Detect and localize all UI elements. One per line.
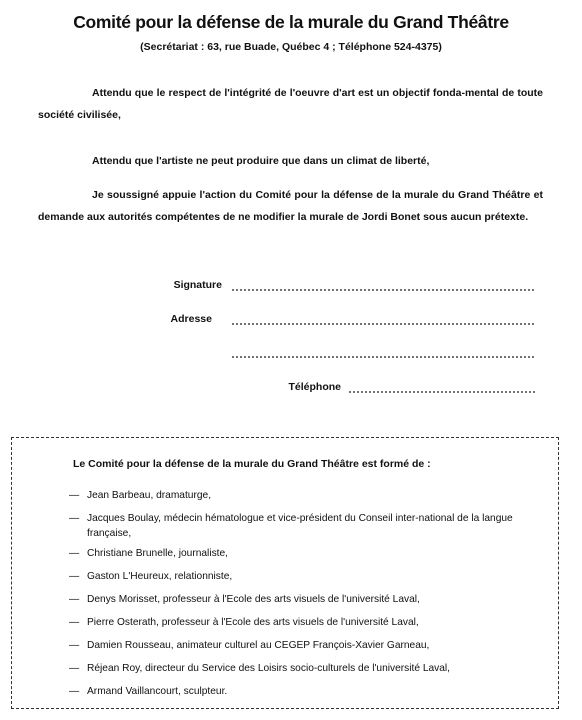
member-text: Pierre Osterath, professeur à l'Ecole des arts visuels de l'université Laval, [87,617,419,628]
list-item [69,488,529,503]
member-text: Jean Barbeau, dramaturge, [87,490,212,501]
paragraph-support: Je soussigné appuie l'action du Comité pour la défense de la murale du Grand Théâtre et demande aux autorités compétentes de ne modifier la murale de Jordi Bonet sous aucun prétexte. [38,189,543,223]
paragraph-respect: Attendu que le respect de l'intégrité de l'oeuvre d'art est un objectif fonda-mental de toute société civilisée, [38,87,543,121]
list-item [69,615,529,630]
member-text: Gaston L'Heureux, relationniste, [87,571,233,582]
page-title: Comité pour la défense de la murale du Grand Théâtre [73,12,509,32]
member-text: Armand Vaillancourt, sculpteur. [87,686,228,697]
member-text: Denys Morisset, professeur à l'Ecole des arts visuels de l'université Laval, [87,594,420,605]
signature-label: Signature [173,279,222,291]
address-label: Adresse [170,313,212,325]
dash-icon: — [69,594,80,605]
signature-label-row [0,279,222,295]
list-item [69,546,529,561]
dash-icon: — [69,617,80,628]
list-item [69,661,529,676]
member-text: Christiane Brunelle, journaliste, [87,548,228,559]
dash-icon: — [69,513,80,524]
dash-icon: — [69,548,80,559]
list-item [69,569,529,584]
list-item [69,684,529,699]
secretariat-address: (Secrétariat : 63, rue Buade, Québec 4 ; Téléphone 524-4375) [140,41,442,53]
list-item [69,638,529,653]
committee-heading: Le Comité pour la défense de la murale du Grand Théâtre est formé de : [73,458,431,470]
list-item [69,511,547,541]
phone-label: Téléphone [288,381,341,393]
dash-icon: — [69,571,80,582]
list-item [69,592,529,607]
dash-icon: — [69,686,80,697]
paragraph-liberty: Attendu que l'artiste ne peut produire que dans un climat de liberté, [92,155,430,167]
member-text: Jacques Boulay, médecin hématologue et vice-président du Conseil inter-national de la langue française, [87,513,513,539]
dash-icon: — [69,663,80,674]
address-line-1[interactable] [231,323,536,325]
dash-icon: — [69,490,80,501]
member-text: Réjean Roy, directeur du Service des Loisirs socio-culturels de l'université Laval, [87,663,451,674]
dash-icon: — [69,640,80,651]
phone-line[interactable] [348,391,536,393]
member-text: Damien Rousseau, animateur culturel au CEGEP François-Xavier Garneau, [87,640,430,651]
signature-line[interactable] [231,289,536,291]
phone-label-row [0,381,341,397]
address-line-2[interactable] [231,356,536,358]
address-label-row [0,313,212,329]
